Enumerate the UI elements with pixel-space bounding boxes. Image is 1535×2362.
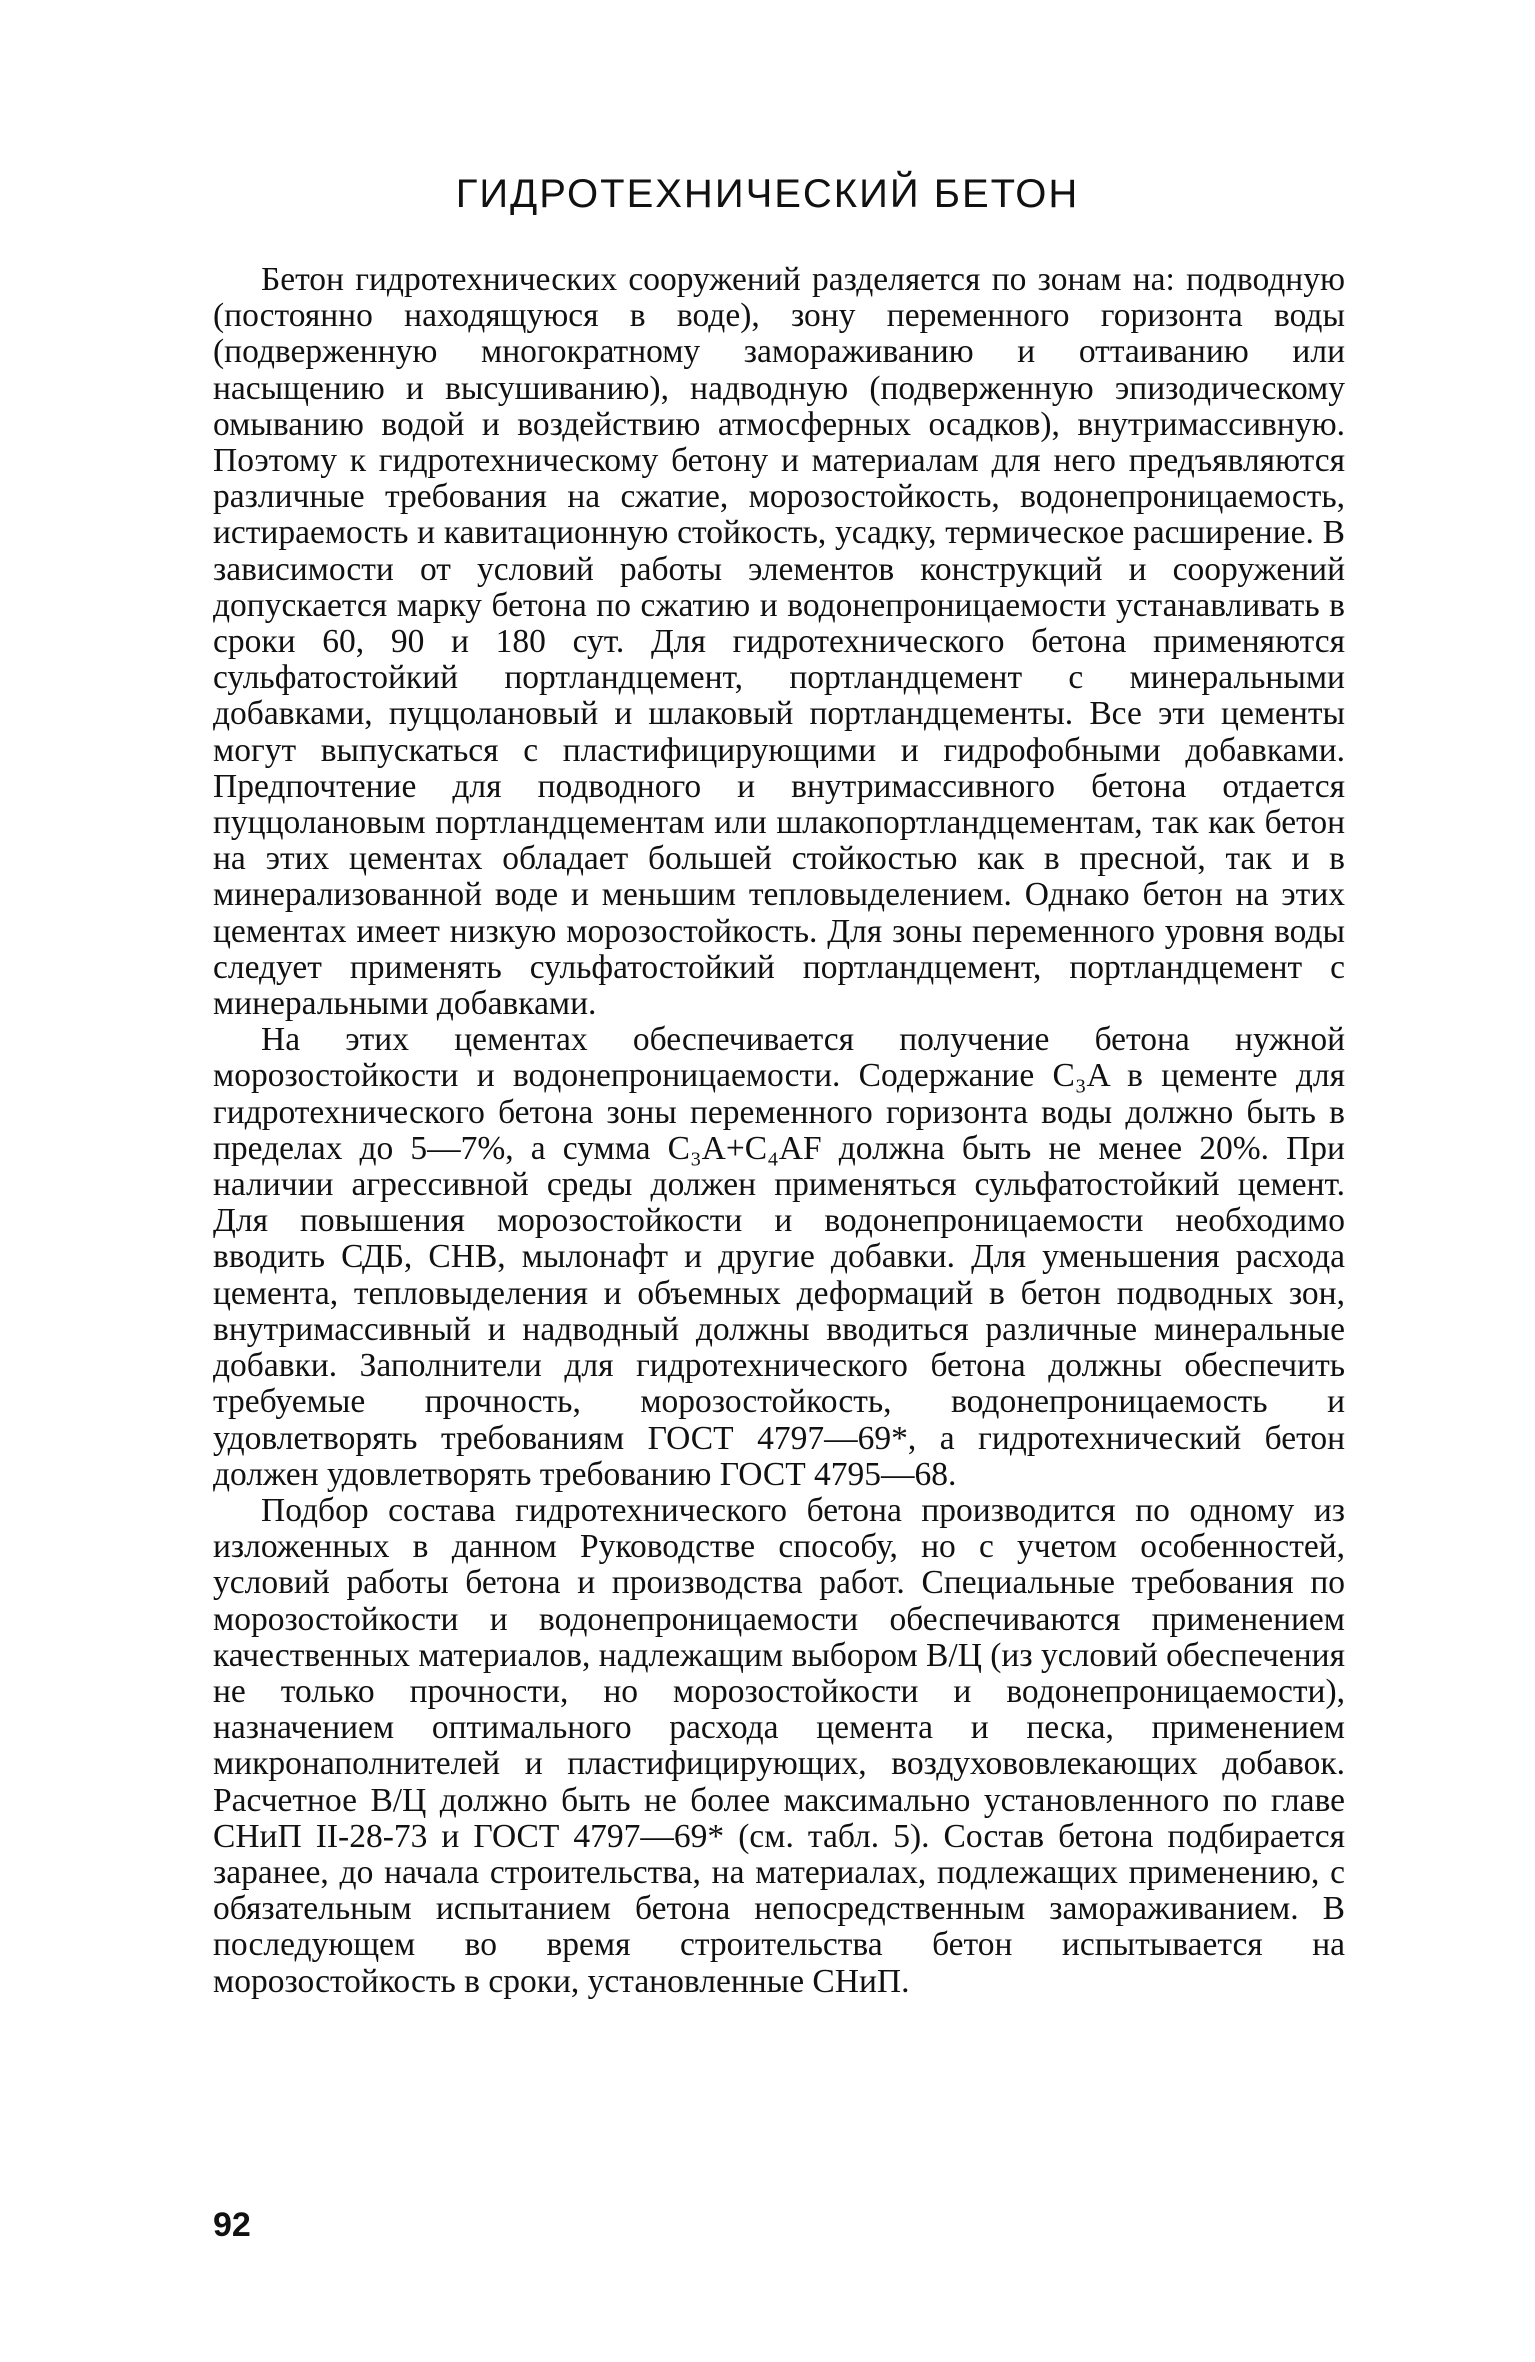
paragraph-2: На этих цементах обеспечивается получение бетона нужной морозостойкости и водонепроницаемости. Содержание C₃A в цементе для гидротехнического бетона зоны переменного горизонта воды должно быть в пределах до 5—7%, а сумма C₃A+C₄AF должна быть не менее 20%. При наличии агрессивной среды должен применяться сульфатостойкий цемент. Для повышения морозостойкости и водонепроницаемости необходимо вводить СДБ, СНВ, мылонафт и другие добавки. Для уменьшения расхода цемента, тепловыделения и объемных деформаций в бетон подводных зон, внутримассивный и надводный должны вводиться различные минеральные добавки. Заполнители для гидротехнического бетона должны обеспечить требуемые прочность, морозостойкость, водонепроницаемость и удовлетворять требованиям ГОСТ 4797—69*, а гидротехнический бетон должен удовлетворять требованию ГОСТ 4795—68. (213, 1021, 1345, 1493)
page-title: ГИДРОТЕХНИЧЕСКИЙ БЕТОН (455, 172, 1080, 216)
body-text (213, 262, 1345, 2000)
page-number: 92 (213, 2206, 251, 2244)
paragraph-3: Подбор состава гидротехнического бетона производится по одному из изложенных в данном Руководстве способу, но с учетом особенностей, условий работы бетона и производства работ. Специальные требования по морозостойкости и водонепроницаемости обеспечиваются применением качественных материалов, надлежащим выбором В/Ц (из условий обеспечения не только прочности, но морозостойкости и водонепроницаемости), назначением оптимального расхода цемента и песка, применением микронаполнителей и пластифицирующих, воздухововлекающих добавок. Расчетное В/Ц должно быть не более максимально установленного по главе СНиП II-28-73 и ГОСТ 4797—69* (см. табл. 5). Состав бетона подбирается заранее, до начала строительства, на материалах, подлежащих применению, с обязательным испытанием бетона непосредственным замораживанием. В последующем во время строительства бетон испытывается на морозостойкость в сроки, установленные СНиП. (213, 1491, 1345, 2000)
paragraph-1: Бетон гидротехнических сооружений разделяется по зонам на: подводную (постоянно находящуюся в воде), зону переменного горизонта воды (подверженную многократному замораживанию и оттаиванию или насыщению и высушиванию), надводную (подверженную эпизодическому омыванию водой и воздействию атмосферных осадков), внутримассивную. Поэтому к гидротехническому бетону и материалам для него предъявляются различные требования на сжатие, морозостойкость, водонепроницаемость, истираемость и кавитационную стойкость, усадку, термическое расширение. В зависимости от условий работы элементов конструкций и сооружений допускается марку бетона по сжатию и водонепроницаемости устанавливать в сроки 60, 90 и 180 сут. Для гидротехнического бетона применяются сульфатостойкий портландцемент, портландцемент с минеральными добавками, пуццолановый и шлаковый портландцементы. Все эти цементы могут выпускаться с пластифицирующими и гидрофобными добавками. Предпочтение для подводного и внутримассивного бетона отдается пуццолановым портландцементам или шлакопортландцементам, так как бетон на этих цементах обладает большей стойкостью как в пресной, так и в минерализованной воде и меньшим тепловыделением. Однако бетон на этих цементах имеет низкую морозостойкость. Для зоны переменного уровня воды следует применять сульфатостойкий портландцемент, портландцемент с минеральными добавками. (213, 261, 1345, 1023)
